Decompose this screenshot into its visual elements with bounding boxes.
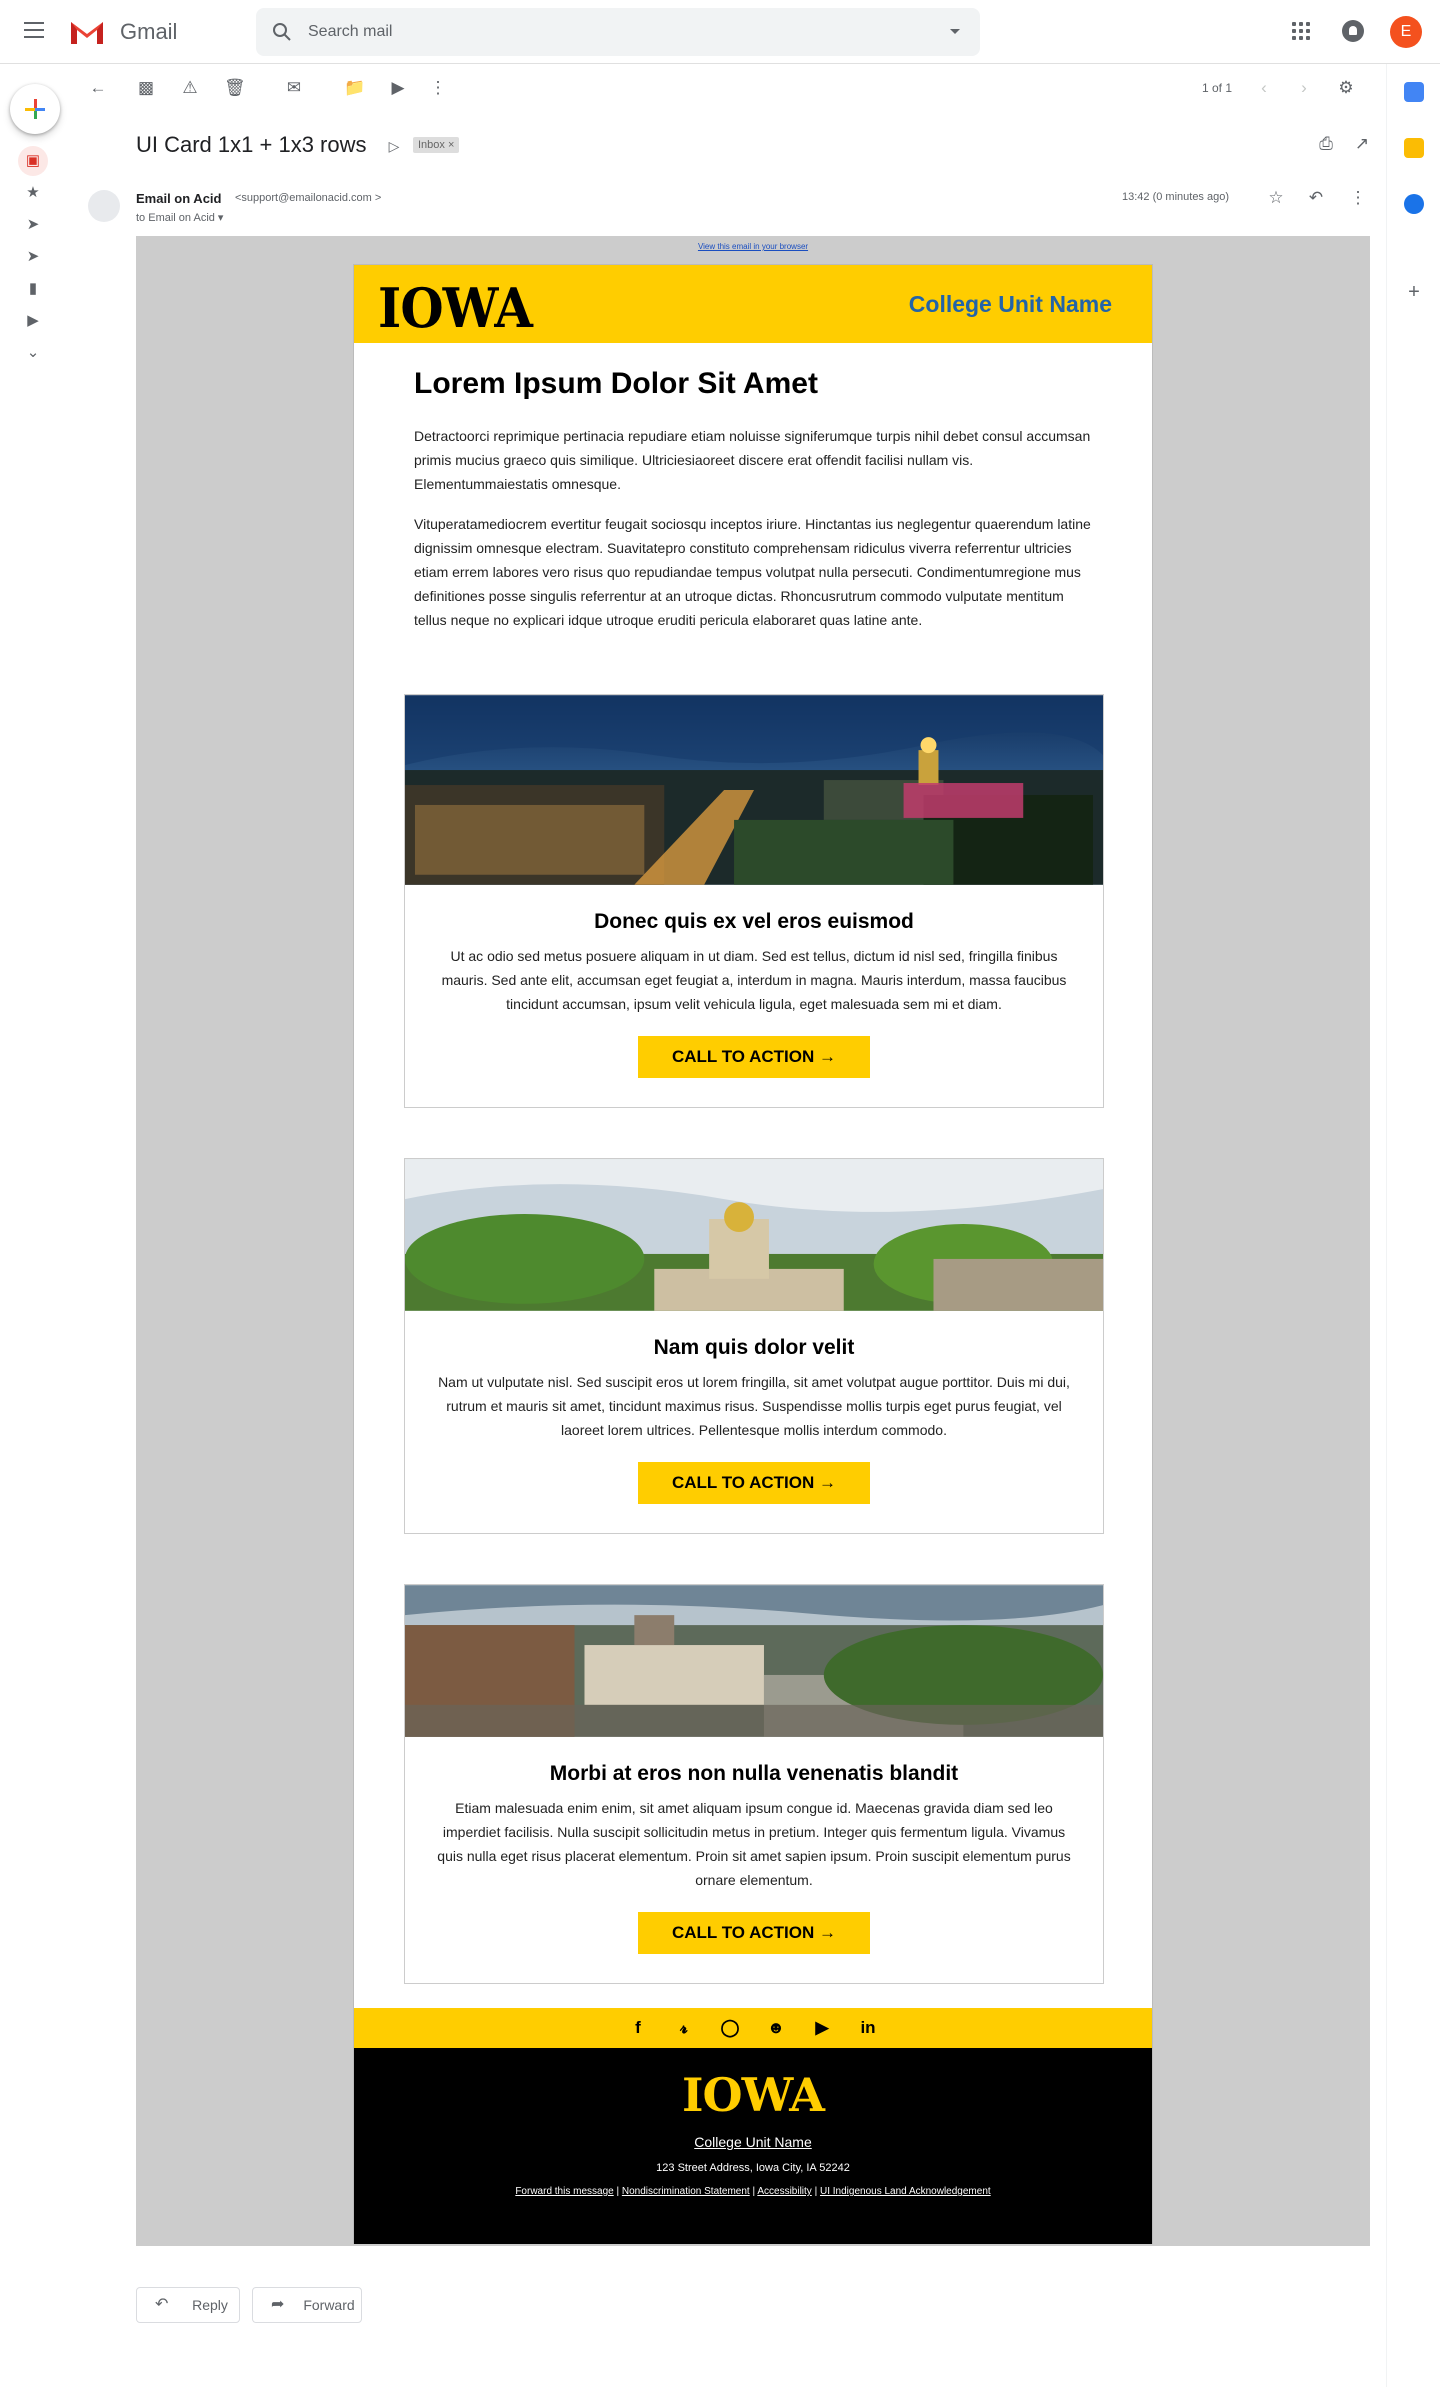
forward-message-link[interactable]: Forward this message <box>515 2186 614 2197</box>
accessibility-link[interactable]: Accessibility <box>757 2186 812 2197</box>
top-bar <box>0 0 1440 64</box>
content-card-3 <box>404 1584 1104 1984</box>
forward-label: Forward <box>303 2297 355 2313</box>
mark-unread-icon[interactable]: ✉ <box>286 78 302 97</box>
call-to-action-button[interactable]: CALL TO ACTION → <box>638 1036 870 1078</box>
apps-grid-icon[interactable] <box>1292 22 1310 40</box>
compose-button[interactable] <box>10 84 60 134</box>
content-card-2 <box>404 1158 1104 1534</box>
campus-night-photo <box>405 695 1103 885</box>
inbox-label-chip[interactable]: Inbox × <box>413 137 459 153</box>
card-body: Ut ac odio sed metus posuere aliquam in ut diam. Sed est tellus, dictum id nisl sed, fringilla finibus mauris. Sed ante elit, accumsan eget feugiat a, interdum in magna. Mauris interdum, massa faucibus tincidunt accumsan, ipsum velit vehicula ligula, eget malesuada sem mi et diam. <box>441 948 1067 1012</box>
card-title: Nam quis dolor velit <box>653 1336 855 1359</box>
email-subject: UI Card 1x1 + 1x3 rows <box>136 132 367 157</box>
call-to-action-button[interactable]: CALL TO ACTION → <box>638 1912 870 1954</box>
forward-button[interactable] <box>252 2287 362 2323</box>
search-icon[interactable] <box>272 22 292 42</box>
forward-arrow-icon: ➦ <box>271 2296 285 2313</box>
search-options-icon[interactable] <box>950 29 960 34</box>
labels-icon[interactable]: ▶ <box>391 78 405 97</box>
intro-paragraph-1: Detractoorci reprimique pertinacia repudiare etiam noluisse signiferumque turpis nihil debet consul accumsan primis mucius graeco quis similique. Ultriciesiaoreet discere erat offendit facilisi nullam vis. Elementummaiestatis omnesque. <box>414 428 1091 492</box>
reply-button[interactable] <box>136 2287 240 2323</box>
sent-icon[interactable]: ➤ <box>26 248 40 265</box>
card-body: Etiam malesuada enim enim, sit amet aliquam ipsum congue id. Maecenas gravida diam sed leo imperdiet facilisis. Nulla suscipit sollicitudin metus in pretium. Integer quis fermentum ligula. Vivamus quis nulla eget risus placerat elementum. Proin sit amet sapien ipsum. Proin suscipit elementum purus ornare elementum. <box>437 1800 1071 1888</box>
reply-label: Reply <box>192 2297 228 2313</box>
footer-separator: | <box>616 2186 620 2197</box>
card-title: Morbi at eros non nulla venenatis blandit <box>549 1762 959 1785</box>
downtown-festival-photo <box>405 1585 1103 1737</box>
email-timestamp: 13:42 (0 minutes ago) <box>1122 191 1230 203</box>
pagination-count: 1 of 1 <box>1202 81 1233 95</box>
footer-links <box>354 2186 1152 2197</box>
newer-chevron-left-icon[interactable]: ‹ <box>1261 78 1267 97</box>
email-headline: Lorem Ipsum Dolor Sit Amet <box>414 367 818 400</box>
older-chevron-right-icon[interactable]: › <box>1301 78 1307 97</box>
sender-avatar <box>88 190 120 222</box>
star-icon[interactable]: ☆ <box>1268 188 1284 207</box>
reply-arrow-icon: ↶ <box>155 2296 169 2313</box>
email-body-canvas <box>136 236 1370 2246</box>
recipient-line[interactable]: to Email on Acid ▾ <box>136 212 224 224</box>
label-icon[interactable]: ▶ <box>27 312 39 329</box>
footer-iowa-logo[interactable]: IOWA <box>682 2068 824 2122</box>
notifications-icon[interactable] <box>1342 20 1364 42</box>
view-in-browser-link[interactable]: View this email in your browser <box>697 242 809 251</box>
footer-separator: | <box>814 2186 818 2197</box>
sender-email: <support@emailonacid.com > <box>235 192 382 204</box>
calendar-icon[interactable] <box>1404 82 1424 102</box>
move-to-icon[interactable]: 📁 <box>344 78 366 97</box>
drafts-icon[interactable]: ▮ <box>28 280 38 297</box>
instagram-icon[interactable]: ◯ <box>720 2018 740 2037</box>
search-placeholder: Search mail <box>308 23 393 40</box>
content-card-1 <box>404 694 1104 1108</box>
keep-icon[interactable] <box>1404 138 1424 158</box>
app-name: Gmail <box>120 19 178 44</box>
email-header <box>354 265 1152 343</box>
account-avatar[interactable]: E <box>1390 16 1422 48</box>
iowa-logo[interactable]: IOWA <box>378 276 532 340</box>
starred-icon[interactable]: ★ <box>26 184 40 201</box>
intro-section <box>354 343 1152 632</box>
more-chevron-down-icon[interactable]: ⌄ <box>26 344 40 361</box>
footer-address: 123 Street Address, Iowa City, IA 52242 <box>656 2162 850 2174</box>
email-footer <box>354 2048 1152 2244</box>
tasks-icon[interactable] <box>1404 194 1424 214</box>
land-acknowledgement-link[interactable]: UI Indigenous Land Acknowledgement <box>819 2186 991 2197</box>
call-to-action-button[interactable]: CALL TO ACTION → <box>638 1462 870 1504</box>
report-spam-icon[interactable]: ⚠ <box>182 78 198 97</box>
inbox-icon[interactable]: ▣ <box>25 152 41 169</box>
social-links-bar <box>354 2008 1152 2048</box>
youtube-icon[interactable]: ▶ <box>815 2018 829 2037</box>
snapchat-icon[interactable]: ☻ <box>767 2018 785 2037</box>
side-panel-divider <box>1386 64 1387 2387</box>
reply-icon[interactable]: ↶ <box>1308 188 1324 207</box>
settings-gear-icon[interactable]: ⚙ <box>1338 78 1354 97</box>
archive-icon[interactable]: ▩ <box>137 78 155 97</box>
old-capitol-photo <box>405 1159 1103 1311</box>
gmail-logo-icon[interactable] <box>68 18 106 46</box>
back-arrow-icon[interactable]: ← <box>89 78 107 97</box>
linkedin-icon[interactable]: in <box>860 2018 876 2037</box>
footer-separator: | <box>752 2186 756 2197</box>
more-vert-icon[interactable]: ⋮ <box>1349 188 1367 207</box>
add-ons-plus-icon[interactable]: + <box>1408 281 1420 303</box>
delete-icon[interactable]: 🗑 <box>224 78 246 97</box>
search-input[interactable] <box>256 8 980 56</box>
important-icon[interactable]: ➤ <box>26 216 40 233</box>
nondiscrimination-link[interactable]: Nondiscrimination Statement <box>621 2186 750 2197</box>
intro-paragraph-2: Vituperatamediocrem evertitur feugait sociosqu inceptos iriure. Hinctantas ius neglegentur quaerendum latine dignissim omnesque electram. Suavitatepro constituto comprehensam ridiculus viverra referrentur ultricies etiam errem labores vero risus quo repudiandae tempus volutpat nulla persecuti. Condimentumregione mus definitiones posse singulis referrentur at an utroque dictas. Rhoncusrutrum commodo vulputate mentitum tellus neque no explicari idque utroque eruditi pericula elaboraret quas latine ante. <box>414 516 1091 628</box>
sender-name[interactable]: Email on Acid <box>136 191 222 206</box>
card-title: Donec quis ex vel eros euismod <box>594 910 914 933</box>
print-icon[interactable]: ⎙ <box>1319 134 1333 153</box>
footer-unit-link[interactable]: College Unit Name <box>694 2134 812 2150</box>
importance-marker-icon[interactable]: ▷ <box>388 138 400 154</box>
open-new-window-icon[interactable]: ↗ <box>1354 134 1370 153</box>
college-unit-name: College Unit Name <box>908 291 1112 317</box>
email-content <box>353 264 1153 2244</box>
facebook-icon[interactable]: f <box>635 2018 641 2037</box>
twitter-icon[interactable]: 𝓻 <box>680 2018 688 2037</box>
card-body: Nam ut vulputate nisl. Sed suscipit eros ut lorem fringilla, sit amet volutpat augue porttitor. Duis mi dui, rutrum et mauris sit amet, tincidunt maximus risus. Suspendisse mollis turpis eget purus feugiat, vel laoreet lorem ultrices. Pellentesque mollis interdum commodo. <box>438 1374 1070 1438</box>
main-menu-icon[interactable] <box>24 22 44 38</box>
more-options-icon[interactable]: ⋮ <box>429 78 447 97</box>
